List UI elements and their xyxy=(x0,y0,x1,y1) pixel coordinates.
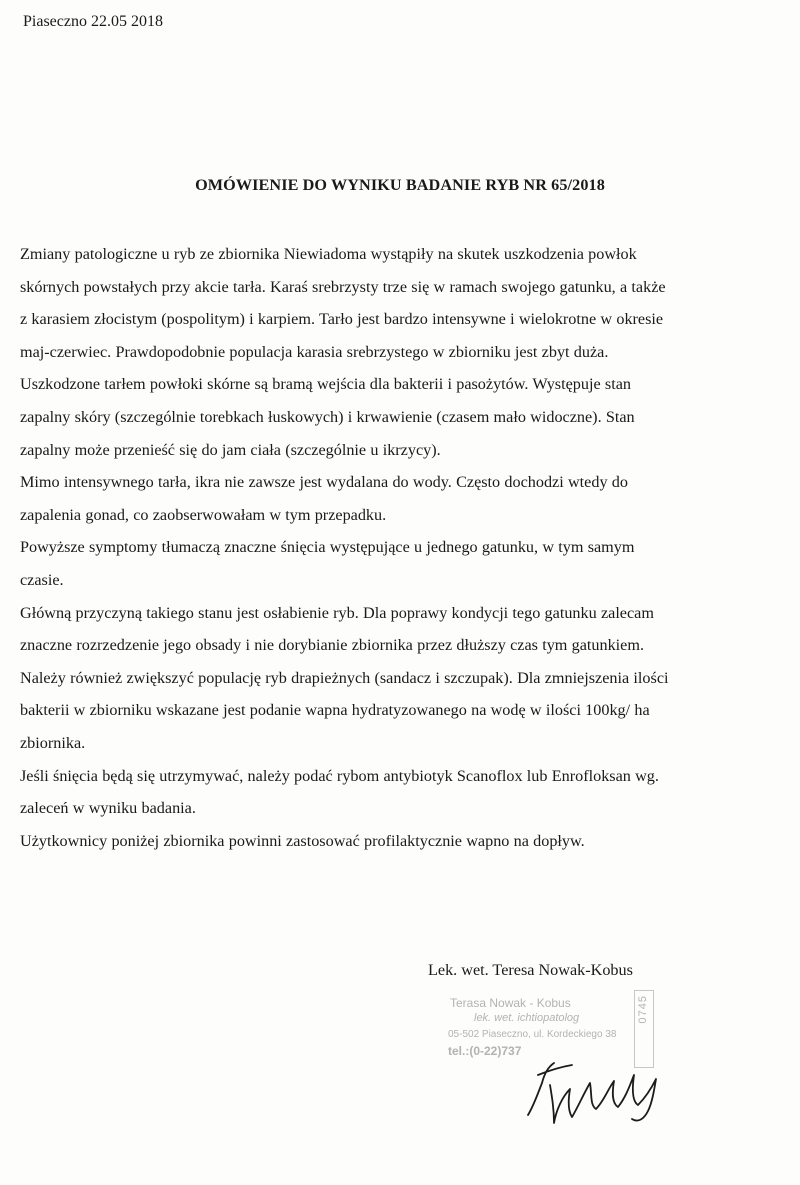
signer-name: Lek. wet. Teresa Nowak-Kobus xyxy=(428,961,633,979)
body-line: Mimo intensywnego tarła, ikra nie zawsze jest wydalana do wody. Często dochodzi wtedy do xyxy=(20,473,628,492)
body-line: Jeśli śnięcia będą się utrzymywać, należy podać rybom antybiotyk Scanoflox lub Enrofloksan wg. xyxy=(20,766,659,785)
body-line: Należy również zwiększyć populację ryb drapieżnych (sandacz i szczupak). Dla zmniejszenia ilości xyxy=(20,668,669,687)
body-line: Użytkownicy poniżej zbiornika powinni zastosować profilaktycznie wapno na dopływ. xyxy=(20,831,585,850)
handwritten-signature xyxy=(520,1045,680,1135)
body-line: Główną przyczyną takiego stanu jest osłabienie ryb. Dla poprawy kondycji tego gatunku zalecam xyxy=(20,603,654,622)
stamp-address: 05-502 Piaseczno, ul. Kordeckiego 38 xyxy=(448,1029,617,1040)
body-line: Zmiany patologiczne u ryb ze zbiornika Niewiadoma wystąpiły na skutek uszkodzenia powłok xyxy=(20,245,637,263)
body-line: czasie. xyxy=(20,570,64,589)
body-line: bakterii w zbiorniku wskazane jest podanie wapna hydratyzowanego na wodę w ilości 100kg/ ha xyxy=(20,701,650,720)
body-line: zaleceń w wyniku badania. xyxy=(20,799,196,818)
place-date: Piaseczno 22.05 2018 xyxy=(23,13,163,30)
stamp-title: lek. wet. ichtiopatolog xyxy=(474,1012,580,1024)
body-line: zapalny może przenieść się do jam ciała (szczególnie u ikrzycy). xyxy=(20,440,441,459)
body-line: zbiornika. xyxy=(20,733,86,752)
document-body xyxy=(20,238,800,857)
body-line: Uszkodzone tarłem powłoki skórne są bramą wejścia dla bakterii i pasożytów. Występuje stan xyxy=(20,375,631,394)
body-line: Powyższe symptomy tłumaczą znaczne śnięcia występujące u jednego gatunku, w tym samym xyxy=(20,538,635,557)
body-line: zapalny skóry (szczególnie torebkach łuskowych) i krwawienie (czasem mało widoczne). Stan xyxy=(20,407,635,426)
stamp-phone: tel.:(0-22)737 xyxy=(448,1044,522,1058)
body-line: znaczne rozrzedzenie jego obsady i nie dorybianie zbiornika przez dłuższy czas tym gatunkiem. xyxy=(20,636,644,655)
body-line: zapalenia gonad, co zaobserwowałam w tym przepadku. xyxy=(20,505,387,524)
body-line: skórnych powstałych przy akcie tarła. Karaś srebrzysty trze się w ramach swojego gatunku, a także xyxy=(20,277,666,296)
document-title: OMÓWIENIE DO WYNIKU BADANIE RYB NR 65/2018 xyxy=(195,176,605,194)
stamp-number: 0745 xyxy=(637,995,649,1024)
body-line: z karasiem złocistym (pospolitym) i karpiem. Tarło jest bardzo intensywne i wielokrotne w okresie xyxy=(20,310,664,329)
stamp-name: Terasa Nowak - Kobus xyxy=(450,996,571,1010)
body-line: maj-czerwiec. Prawdopodobnie populacja karasia srebrzystego w zbiorniku jest zbyt duża. xyxy=(20,342,609,361)
